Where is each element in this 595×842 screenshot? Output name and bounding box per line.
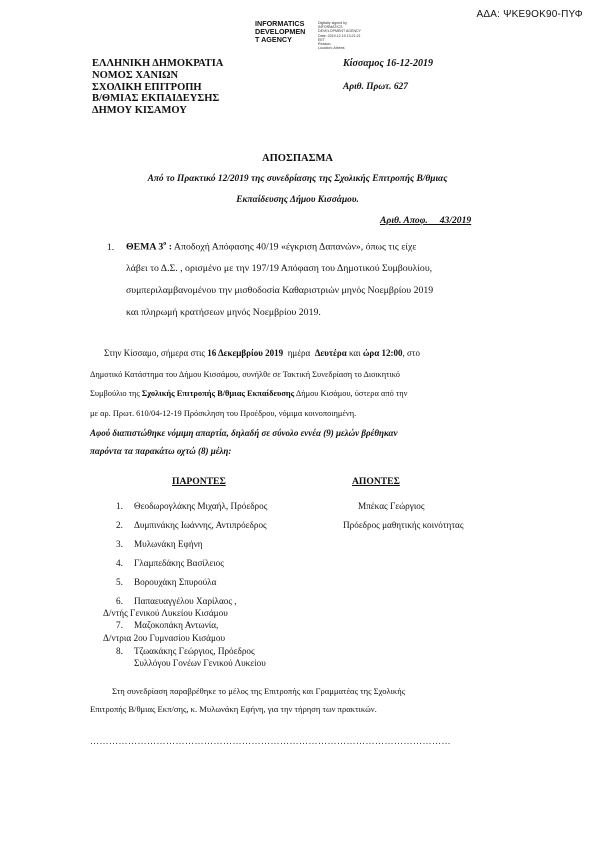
signature-logo-text xyxy=(255,20,305,44)
place-date: Κίσσαμος 16-12-2019 xyxy=(343,58,433,69)
meeting-date: 16 Δεκεμβρίου 2019 xyxy=(207,348,284,358)
issuer-line: ΝΟΜΟΣ ΧΑΝΙΩΝ xyxy=(92,69,179,81)
logo-line: T AGENCY xyxy=(255,35,292,44)
present-member-number: 6. xyxy=(116,596,123,606)
absent-member-role: Πρόεδρος μαθητικής κοινότητας xyxy=(343,520,464,530)
meeting-text: Στην Κίσσαμο, σήμερα στις xyxy=(104,348,208,358)
topic-text: Αποδοχή Απόφασης 40/19 «έγκριση Δαπανών», όπως τις είχε xyxy=(172,241,417,253)
present-member: Μαζοκοπάκη Αντωνία, xyxy=(134,620,219,630)
issuer-block xyxy=(92,58,223,117)
issuer-line: ΕΛΛΗΝΙΚΗ ΔΗΜΟΚΡΑΤΙΑ xyxy=(92,58,224,69)
present-member-role: Δ/ντρια 2ου Γυμνασίου Κισάμου xyxy=(103,633,226,643)
topic-line: και πληρωμή κρατήσεων μηνός Νοεμβρίου 2019. xyxy=(126,307,321,318)
document-subtitle: Από το Πρακτικό 12/2019 της συνεδρίασης της Σχολικής Επιτροπής Β/θμιας xyxy=(147,174,448,184)
meeting-time: ώρα 12:00 xyxy=(362,348,403,358)
meeting-text: και xyxy=(346,348,363,358)
present-member-number: 3. xyxy=(116,539,123,549)
absent-header: ΑΠΟΝΤΕΣ xyxy=(352,476,400,487)
present-member: Βορουχάκη Σπυρούλα xyxy=(134,577,217,587)
protocol-number: Αριθ. Πρωτ. 627 xyxy=(343,82,408,92)
present-member-number: 5. xyxy=(116,577,123,587)
meeting-text: Συμβούλιο της xyxy=(90,389,142,398)
meeting-day: Δευτέρα xyxy=(314,348,347,358)
logo-line: DEVELOPMEN xyxy=(255,27,306,36)
topic-line: λάβει το Δ.Σ. , ορισμένο με την 197/19 Απόφαση του Δημοτικού Συμβουλίου, xyxy=(126,263,433,274)
signature-detail-line: DEVELOPMENT AGENCY xyxy=(318,29,362,34)
decision-number: Αριθ. Αποφ. 43/2019 xyxy=(380,215,472,226)
topic-line: συμπεριλαμβανομένου την μισθοδοσία Καθαριστριών μηνός Νοεμβρίου 2019 xyxy=(126,285,434,296)
present-member-number: 2. xyxy=(116,520,123,530)
document-subtitle: Εκπαίδευσης Δήμου Κισσάμου. xyxy=(236,195,359,205)
signature-detail-line: Digitally signed by xyxy=(318,21,347,25)
closing-line: Στη συνεδρίαση παραβρέθηκε το μέλος της Επιτροπής και Γραμματέας της Σχολικής xyxy=(112,686,406,696)
present-header: ΠΑΡΟΝΤΕΣ xyxy=(172,476,226,487)
meeting-line: Δημοτικό Κατάστημα του Δήμου Κισσάμου, συνήλθε σε Τακτική Συνεδρίαση το Διοικητικό xyxy=(90,370,400,379)
present-member: Τζωακάκης Γεώργιος, Πρόεδρος xyxy=(134,646,255,656)
signature-detail-line: INFORMATICS xyxy=(318,25,343,30)
present-member: Γλαμπεδάκης Βασίλειος xyxy=(134,558,224,568)
closing-line: Επιτροπής Β/θμιας Εκπ/σης, κ. Μυλωνάκη Εφήνη, για την τήρηση των πρακτικών. xyxy=(90,704,377,714)
logo-line: INFORMATICS xyxy=(255,19,305,28)
topic-number: 1. xyxy=(107,242,115,253)
meeting-line: με αρ. Πρωτ. 610/04-12-19 Πρόσκληση του Προέδρου, νόμιμα κοινοποιημένη. xyxy=(90,409,357,418)
topic-line xyxy=(126,241,416,252)
topic-colon: : xyxy=(166,241,173,253)
present-member-role: Δ/ντής Γενικού Λυκείου Κισάμου xyxy=(103,608,228,618)
document-title: ΑΠΟΣΠΑΣΜΑ xyxy=(262,153,333,164)
issuer-line: Β/ΘΜΙΑΣ ΕΚΠΑΙΔΕΥΣΗΣ xyxy=(92,93,220,105)
signature-detail-line: EET xyxy=(318,37,325,42)
present-member-role: Συλλόγου Γονέων Γενικού Λυκείου xyxy=(134,658,266,668)
signature-detail-line: Reason: xyxy=(318,42,332,47)
meeting-line xyxy=(104,348,420,358)
present-member-number: 4. xyxy=(116,558,123,568)
signature-detail-line: Location: Athens xyxy=(318,46,345,51)
present-member: Δυμπινάκης Ιωάννης, Αντιπρόεδρος xyxy=(134,520,267,530)
dotted-separator: …………………………………………………………………………………………………… xyxy=(90,736,451,746)
present-member-number: 7. xyxy=(116,620,123,630)
meeting-line: Αφού διαπιστώθηκε νόμιμη απαρτία, δηλαδή σε σύνολο εννέα (9) μελών βρέθηκαν xyxy=(90,428,398,438)
meeting-line: παρόντα τα παρακάτω οχτώ (8) μέλη: xyxy=(90,446,232,456)
meeting-line xyxy=(90,389,407,398)
present-member-number: 8. xyxy=(116,646,123,656)
signature-detail-line: Date: 2019.12.19 13:21:21 xyxy=(318,33,361,38)
committee-name: Σχολικής Επιτροπής Β/θμιας Εκπαίδευσης xyxy=(141,389,295,398)
meeting-text: ημέρα xyxy=(283,348,315,358)
issuer-line: ΔΗΜΟΥ ΚΙΣΑΜΟΥ xyxy=(92,105,187,117)
present-member-number: 1. xyxy=(116,501,123,511)
present-member: Παπαευαγγέλου Χαρίλαος , xyxy=(134,596,237,606)
meeting-text: , στο xyxy=(402,348,420,358)
present-member: Θεοδωρογλάκης Μιχαήλ, Πρόεδρος xyxy=(134,501,268,511)
topic-label-sup: ο xyxy=(163,241,167,247)
meeting-text: Δήμου Κισάμου, ύστερα από την xyxy=(294,389,408,398)
issuer-line: ΣΧΟΛΙΚΗ ΕΠΙΤΡΟΠΗ xyxy=(92,81,202,93)
absent-member: Μπέκας Γεώργιος xyxy=(358,501,425,511)
present-member: Μυλωνάκη Εφήνη xyxy=(134,539,203,549)
topic-label: ΘΕΜΑ 3 xyxy=(126,241,164,253)
ada-code: ΑΔΑ: ΨΚΕ9ΟΚ90-ΠΥΦ xyxy=(476,9,583,20)
digital-signature-details xyxy=(318,21,361,50)
